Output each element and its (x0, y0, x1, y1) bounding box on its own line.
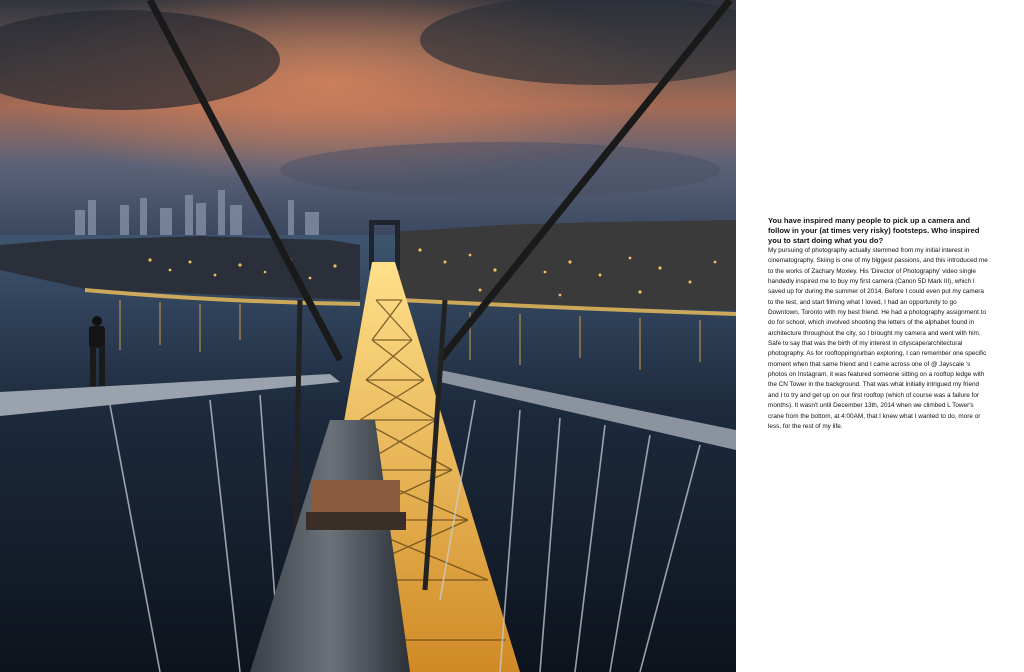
right-city-block (395, 220, 736, 310)
interview-text-column (768, 216, 990, 432)
pipe-clamp (306, 512, 406, 530)
cloud (280, 142, 720, 198)
interview-question: You have inspired many people to pick up a camera and follow in your (at times very risky) footsteps. Who inspired you to start doing what you do? (768, 216, 980, 245)
interview-answer: My pursuing of photography actually stemmed from my initial interest in cinematography. Skiing is one of my biggest passions, and this introduced me to the works of Zachary Moxley. His 'Director of Photography' video single handedly inspired me to buy my first camera (Canon 5D Mark III), which I saved up for during the summer of 2014. Before I could even put my camera to the test, and start filming what I loved, I had an opportunity to go Downtown, Toronto with my best friend. He had a photography assignment to do for school, which involved shooting the letters of the alphabet found in architecture throughout the city, so I brought my camera and went with him. Safe to say that was the birth of my interest in cityscape/architectural photography. As for rooftopping/urban exploring, I can remember one specific moment when that same friend and I came across one of @ Jayscale 's photos on Instagram, it was featured someone sitting on a rooftop ledge with the CN Tower in the background. That was what initially intrigued my friend and I to try and get up on our first rooftop (which of course was a failure for months). It wasn't until December 13th, 2014 when we climbed L Tower's crane from the bottom, at 4:00AM, that I knew what I wanted to do, more or less, for the rest of my life. (768, 247, 988, 430)
